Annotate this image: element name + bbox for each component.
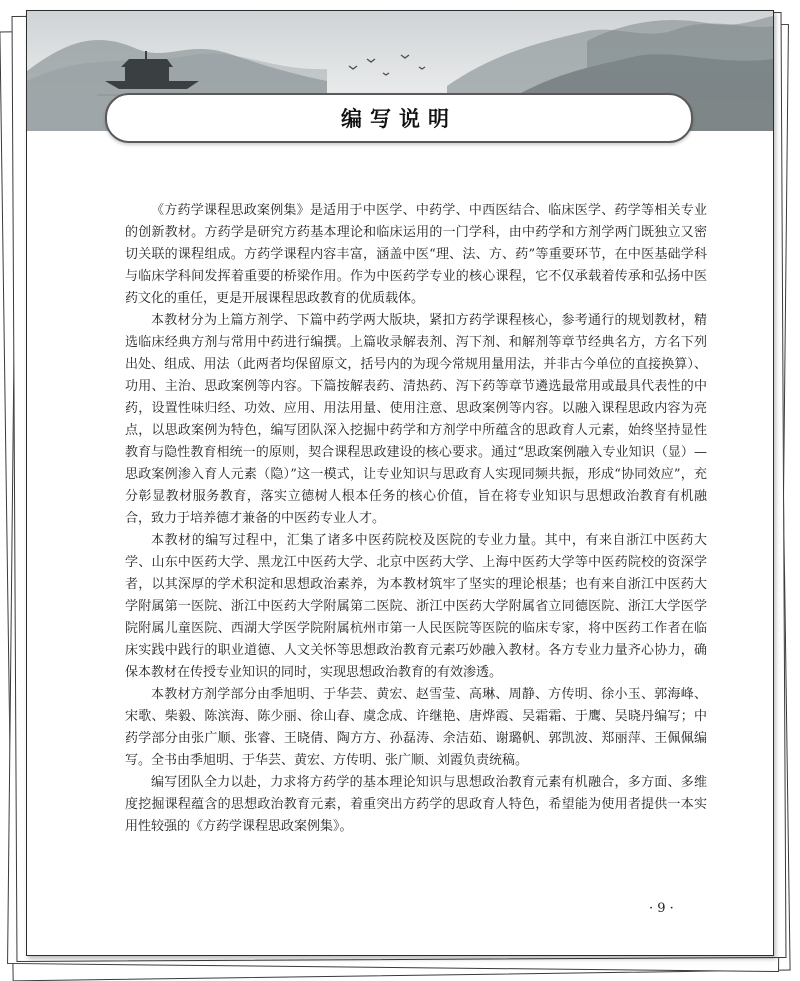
page-number: · 9 · <box>649 901 674 916</box>
title-banner <box>105 93 693 143</box>
book-page <box>26 10 774 956</box>
paragraph: 本教材方剂学部分由季旭明、于华芸、黄宏、赵雪莹、高琳、周静、方传明、徐小玉、郭海峰、宋歌、柴毅、陈滨海、陈少丽、徐山春、虞念成、许继艳、唐烨霞、吴霜霜、于鹰、吴晓丹编写；中药学部分由张广顺、张睿、王晓倩、陶方方、孙磊涛、余洁茹、谢璐帆、郭凯波、郑丽萍、王佩佩编写。全书由季旭明、于华芸、黄宏、方传明、张广顺、刘霞负责统稿。 <box>125 687 707 768</box>
body-text <box>125 200 707 838</box>
paragraph: 本教材分为上篇方剂学、下篇中药学两大版块，紧扣方药学课程核心，参考通行的规划教材，精选临床经典方剂与常用中药进行编撰。上篇收录解表剂、泻下剂、和解剂等章节经典名方，方名下列出处、组成、用法（此两者均保留原文，括号内的为现今常规用量用法，并非古今单位的直接换算）、功用、主治、思政案例等内容。下篇按解表药、清热药、泻下药等章节遴选最常用或最具代表性的中药，设置性味归经、功效、应用、用法用量、使用注意、思政案例等内容。以融入课程思政内容为亮点，以思政案例为特色，编写团队深入挖掘中药学和方剂学中所蕴含的思政育人元素，始终坚持显性教育与隐性教育相统一的原则，契合课程思政建设的核心要求。通过“思政案例融入专业知识（显）—思政案例渗入育人元素（隐）”这一模式，让专业知识与思政育人实现同频共振，形成“协同效应”，充分彰显教材服务教育，落实立德树人根本任务的核心价值，旨在将专业知识与思想政治教育有机融合，致力于培养德才兼备的中医药专业人才。 <box>125 313 707 526</box>
paragraph: 《方药学课程思政案例集》是适用于中医学、中药学、中西医结合、临床医学、药学等相关专业的创新教材。方药学是研究方药基本理论和临床运用的一门学科，由中药学和方剂学两门既独立又密切关联的课程组成。方药学课程内容丰富，涵盖中医“理、法、方、药”等重要环节，在中医基础学科与临床学科间发挥着重要的桥梁作用。作为中医药学专业的核心课程，它不仅承载着传承和弘扬中医药文化的重任，更是开展课程思政教育的优质载体。 <box>125 203 707 306</box>
page-title: 编写说明 <box>341 107 457 131</box>
paragraph: 本教材的编写过程中，汇集了诸多中医药院校及医院的专业力量。其中，有来自浙江中医药大学、山东中医药大学、黑龙江中医药大学、北京中医药大学、上海中医药大学等中医药院校的资深学者，以其深厚的学术积淀和思想政治素养，为本教材筑牢了坚实的理论根基；也有来自浙江中医药大学附属第一医院、浙江中医药大学附属第二医院、浙江中医药大学附属省立同德医院、浙江大学医学院附属儿童医院、西湖大学医学院附属杭州市第一人民医院等医院的临床专家，将中医药工作者在临床实践中践行的职业道德、人文关怀等思想政治教育元素巧妙融入教材。各方专业力量齐心协力，确保本教材在传授专业知识的同时，实现思想政治教育的有效渗透。 <box>125 533 707 680</box>
paragraph: 编写团队全力以赴，力求将方药学的基本理论知识与思想政治教育元素有机融合，多方面、多维度挖掘课程蕴含的思想政治教育元素，着重突出方药学的思政育人特色，希望能为使用者提供一本实用性较强的《方药学课程思政案例集》。 <box>125 775 707 834</box>
